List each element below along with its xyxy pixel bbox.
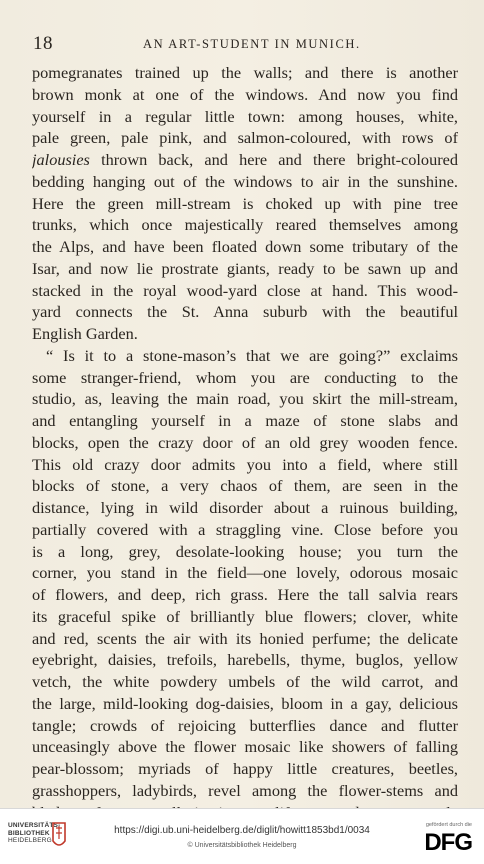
text-line: Isar, and now lie prostrate giants, ready to be sawn up and	[32, 258, 458, 278]
text-line: “ Is it to a stone-mason’s that we are going?” exclaims	[46, 345, 458, 365]
text-line: vetch, the white powdery umbels of the wild carrot, and	[32, 672, 458, 691]
text-line: its graceful spike of brilliantly blue flowers; clover, white	[32, 606, 458, 626]
text-line: and red, scents the air with its honied perfume; the delicate	[32, 628, 458, 648]
text-line: studio, as, leaving the main road, you skirt the mill-stream,	[32, 389, 458, 409]
running-head: AN ART-STUDENT IN MUNICH.	[143, 37, 361, 51]
text-line: the Alps, and have been floated down some tributary of the	[32, 237, 458, 256]
text-line: This old crazy door admits you into a field, where still	[32, 454, 458, 474]
body-text	[32, 62, 458, 823]
text-line: Here the green mill-stream is choked up with pine tree	[32, 193, 458, 213]
text-line: eyebright, daisies, trefoils, harebells, thyme, buglos, yellow	[32, 650, 458, 670]
text-line: unceasingly above the flower mosaic like showers of falling	[32, 737, 458, 757]
text-line: English Garden.	[32, 324, 138, 343]
copyright-notice: © Universitätsbibliothek Heidelberg	[187, 842, 297, 849]
text-line: pear-blossom; myriads of happy little creatures, beetles,	[32, 759, 458, 778]
text-line: of flowers, and deep, rich grass. Here the tall salvia rears	[32, 585, 458, 604]
text-line: blocks of stone, a very chaos of them, are seen in the	[32, 476, 458, 496]
funder-note: gefördert durch die	[425, 822, 472, 828]
text-line: trunks, which once majestically reared themselves among	[32, 215, 458, 235]
dfg-logo: DFG	[424, 829, 472, 856]
page-url-link[interactable]: https://digi.ub.uni-heidelberg.de/diglit/howitt1853bd1/0034	[114, 825, 370, 836]
page-header	[33, 33, 460, 53]
text-line: grasshoppers, ladybirds, revel among the flower-stems and	[32, 780, 458, 800]
library-name-line: UNIVERSITÄTS-	[8, 822, 61, 829]
text-line: blocks, open the crazy door of an old grey wooden fence.	[32, 432, 458, 452]
text-line: yard connects the St. Anna suburb with the beautiful	[32, 302, 458, 322]
text-line: the large, mild-looking dog-daisies, bloom in a gay, delicious	[32, 693, 458, 713]
library-name-line: BIBLIOTHEK	[8, 829, 50, 837]
viewer-footer	[0, 808, 484, 864]
text-line: pale green, pale pink, and salmon-coloured, with rows of	[32, 128, 458, 148]
text-line: yourself in a regular little town: among houses, white,	[32, 106, 458, 126]
text-line: partially covered with a straggling vine. Close before you	[32, 519, 458, 539]
text-line: bedding hanging out of the windows to air in the sunshine.	[32, 171, 458, 191]
text-line: is a long, grey, desolate-looking house; you turn the	[32, 541, 458, 561]
text-line: and entangling yourself in a maze of stone slabs and	[32, 411, 458, 430]
page-number: 18	[33, 33, 53, 54]
text-line: brown monk at one of the windows. And now you find	[32, 84, 458, 104]
text-line: corner, you stand in the field—one lovely, odorous mosaic	[32, 563, 458, 583]
text-line: some stranger-friend, whom you are conducting to the	[32, 367, 458, 387]
text-line: distance, lying in wild disorder about a ruinous building,	[32, 498, 458, 517]
text-line: jalousies thrown back, and here and there bright-coloured	[32, 150, 458, 169]
text-line: stacked in the royal wood-yard close at hand. This wood-	[32, 280, 458, 300]
text-line: tangle; crowds of rejoicing butterflies dance and flutter	[32, 715, 458, 735]
text-line: pomegranates trained up the walls; and there is another	[32, 63, 458, 82]
library-name-line: HEIDELBERG	[8, 837, 52, 844]
